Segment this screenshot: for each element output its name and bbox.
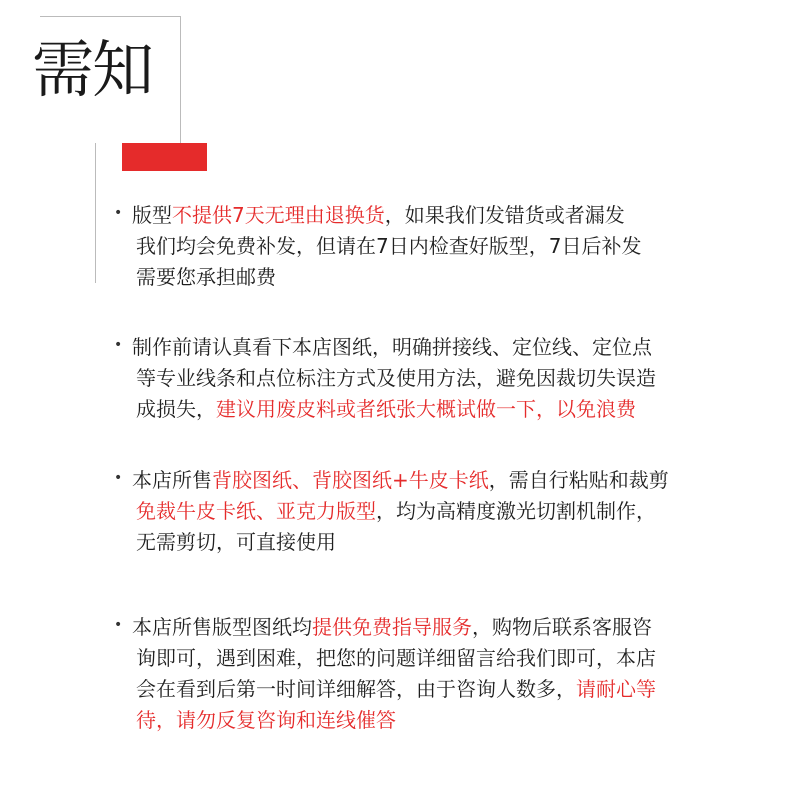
body-text: 本店所售版型图纸均 xyxy=(132,615,312,639)
notice-line xyxy=(132,705,712,736)
body-text: ，需自行粘贴和裁剪 xyxy=(488,468,669,492)
notice-text xyxy=(132,332,712,425)
body-text: 成损失， xyxy=(136,397,216,421)
body-text: ，均为高精度激光切割机制作， xyxy=(376,499,656,523)
notice-line xyxy=(132,231,712,262)
notice-line xyxy=(132,200,712,231)
bullet-icon: • xyxy=(114,617,123,633)
accent-bar xyxy=(122,143,207,171)
body-text: 询即可，遇到困难，把您的问题详细留言给我们即可，本店 xyxy=(136,646,656,670)
bullet-icon: • xyxy=(114,337,123,353)
body-text: 无需剪切，可直接使用 xyxy=(136,530,336,554)
frame-line-right xyxy=(180,16,181,143)
notice-line xyxy=(132,465,712,496)
notice-line xyxy=(132,332,712,363)
frame-line-top xyxy=(40,16,180,17)
highlight-text: 待，请勿反复咨询和连线催答 xyxy=(136,708,396,732)
body-text: ，如果我们发错货或者漏发 xyxy=(384,203,625,227)
body-text: 会在看到后第一时间详细解答，由于咨询人数多， xyxy=(136,677,576,701)
body-text: 制作前请认真看下本店图纸，明确拼接线、定位线、定位点 xyxy=(132,335,652,359)
notice-text xyxy=(132,200,712,293)
notice-line xyxy=(132,496,712,527)
highlight-text: 建议用废皮料或者纸张大概试做一下，以免浪费 xyxy=(216,397,636,421)
body-text: 版型 xyxy=(132,203,172,227)
notice-line xyxy=(132,262,712,293)
notice-line xyxy=(132,394,712,425)
notice-text xyxy=(132,465,712,558)
highlight-text: 背胶图纸、背胶图纸+牛皮卡纸 xyxy=(212,468,489,492)
frame-line-left xyxy=(95,143,96,283)
body-text: 我们均会免费补发，但请在7日内检查好版型，7日后补发 xyxy=(136,234,642,258)
notice-line xyxy=(132,674,712,705)
body-text: 等专业线条和点位标注方式及使用方法，避免因裁切失误造 xyxy=(136,366,656,390)
body-text: ，购物后联系客服咨 xyxy=(472,615,652,639)
notice-line xyxy=(132,643,712,674)
bullet-icon: • xyxy=(114,470,123,486)
highlight-text: 提供免费指导服务 xyxy=(312,615,472,639)
notice-line xyxy=(132,612,712,643)
notice-text xyxy=(132,612,712,736)
highlight-text: 不提供7天无理由退换货 xyxy=(172,203,385,227)
body-text: 需要您承担邮费 xyxy=(136,265,276,289)
bullet-icon: • xyxy=(114,205,123,221)
highlight-text: 免裁牛皮卡纸、亚克力版型 xyxy=(136,499,376,523)
body-text: 本店所售 xyxy=(132,468,212,492)
highlight-text: 请耐心等 xyxy=(576,677,656,701)
page-title: 需知 xyxy=(32,33,153,106)
notice-line xyxy=(132,527,712,558)
notice-line xyxy=(132,363,712,394)
